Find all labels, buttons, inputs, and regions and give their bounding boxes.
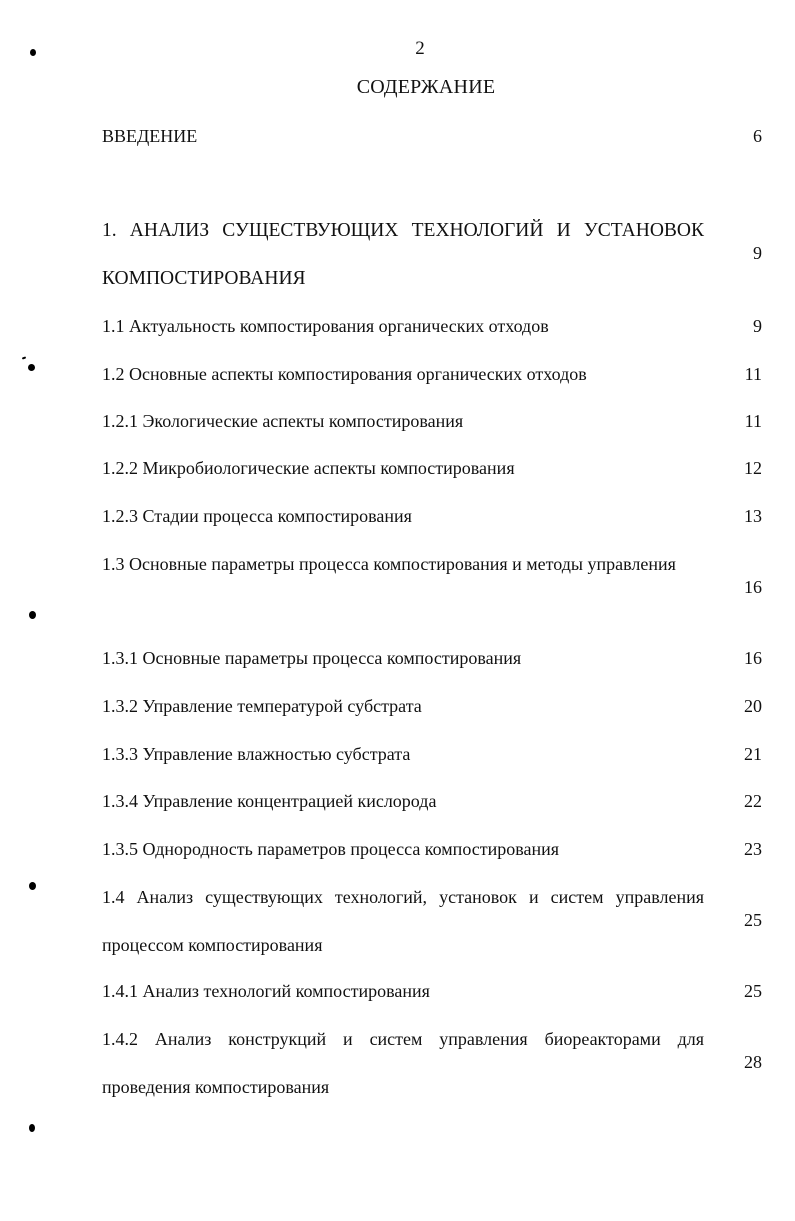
toc-entry-1-4 xyxy=(102,873,762,969)
toc-entry-1-3 xyxy=(102,540,762,636)
toc-entry-text: 1.3.3 Управление влажностью субстрата xyxy=(102,744,411,764)
scan-mark xyxy=(29,611,36,619)
scan-mark xyxy=(29,1124,35,1132)
toc-entry-text: 1.3.2 Управление температурой субстрата xyxy=(102,696,422,716)
toc-entry-1-3-2 xyxy=(102,682,762,730)
toc-entry-1-4-1 xyxy=(102,967,762,1015)
toc-entry-page: 6 xyxy=(753,126,762,146)
toc-entry-page: 9 xyxy=(753,243,762,263)
toc-entry-page: 11 xyxy=(744,364,762,384)
toc-entry-text: 1.3.5 Однородность параметров процесса компостирования xyxy=(102,839,560,859)
toc-entry-text: 1.3.1 Основные параметры процесса компостирования xyxy=(102,648,522,668)
toc-entry-text: 1.2.1 Экологические аспекты компостирования xyxy=(102,411,464,431)
toc-entry-1-3-5 xyxy=(102,825,762,873)
toc-entry-text: 1.3 Основные параметры процесса компостирования и методы управления xyxy=(102,554,676,574)
toc-entry-text: 1.2.3 Стадии процесса компостирования xyxy=(102,506,412,526)
toc-entry-page: 16 xyxy=(744,577,762,597)
scan-mark xyxy=(30,49,36,56)
toc-entry-page: 28 xyxy=(744,1052,762,1072)
toc-entry-page: 11 xyxy=(744,411,762,431)
toc-entry-1-2 xyxy=(102,350,762,398)
toc-entry-chapter-1 xyxy=(102,207,762,303)
toc-entry-text: 1.2 Основные аспекты компостирования органических отходов xyxy=(102,364,587,384)
toc-entry-1-2-1 xyxy=(102,397,762,445)
scan-mark xyxy=(28,364,35,371)
toc-entry-text: 1.4.2 Анализ конструкций и систем управления биореакторами для проведения компостирования xyxy=(102,1029,704,1097)
toc-entry-1-3-4 xyxy=(102,777,762,825)
toc-entry-page: 25 xyxy=(744,910,762,930)
toc-heading: СОДЕРЖАНИЕ xyxy=(356,76,496,98)
toc-entry-text: ВВЕДЕНИЕ xyxy=(102,126,198,146)
toc-entry-page: 23 xyxy=(744,839,762,859)
page-number: 2 xyxy=(415,38,425,59)
toc-entry-page: 13 xyxy=(744,506,762,526)
toc-entry-text: 1. АНАЛИЗ СУЩЕСТВУЮЩИХ ТЕХНОЛОГИЙ И УСТАНОВОК КОМПОСТИРОВАНИЯ xyxy=(102,220,704,289)
toc-entry-text: 1.3.4 Управление концентрацией кислорода xyxy=(102,791,437,811)
toc-entry-1-1 xyxy=(102,302,762,350)
toc-entry-page: 9 xyxy=(753,316,762,336)
toc-entry-page: 22 xyxy=(744,791,762,811)
toc-entry-text: 1.2.2 Микробиологические аспекты компостирования xyxy=(102,458,515,478)
toc-entry-page: 12 xyxy=(744,458,762,478)
toc-entry-text: 1.4.1 Анализ технологий компостирования xyxy=(102,981,430,1001)
toc-entry-1-2-2 xyxy=(102,444,762,492)
toc-entry-page: 21 xyxy=(744,744,762,764)
toc-entry-text: 1.4 Анализ существующих технологий, установок и систем управления процессом компостирования xyxy=(102,887,704,955)
toc-entry-intro xyxy=(102,112,762,160)
toc-entry-1-4-2 xyxy=(102,1015,762,1111)
toc-entry-page: 16 xyxy=(744,648,762,668)
toc-entry-1-3-1 xyxy=(102,634,762,682)
toc-entry-1-2-3 xyxy=(102,492,762,540)
toc-entry-text: 1.1 Актуальность компостирования органических отходов xyxy=(102,316,549,336)
toc-entry-page: 25 xyxy=(744,981,762,1001)
toc-entry-page: 20 xyxy=(744,696,762,716)
scan-mark xyxy=(22,356,26,359)
scan-mark xyxy=(29,882,36,890)
toc-entry-1-3-3 xyxy=(102,730,762,778)
